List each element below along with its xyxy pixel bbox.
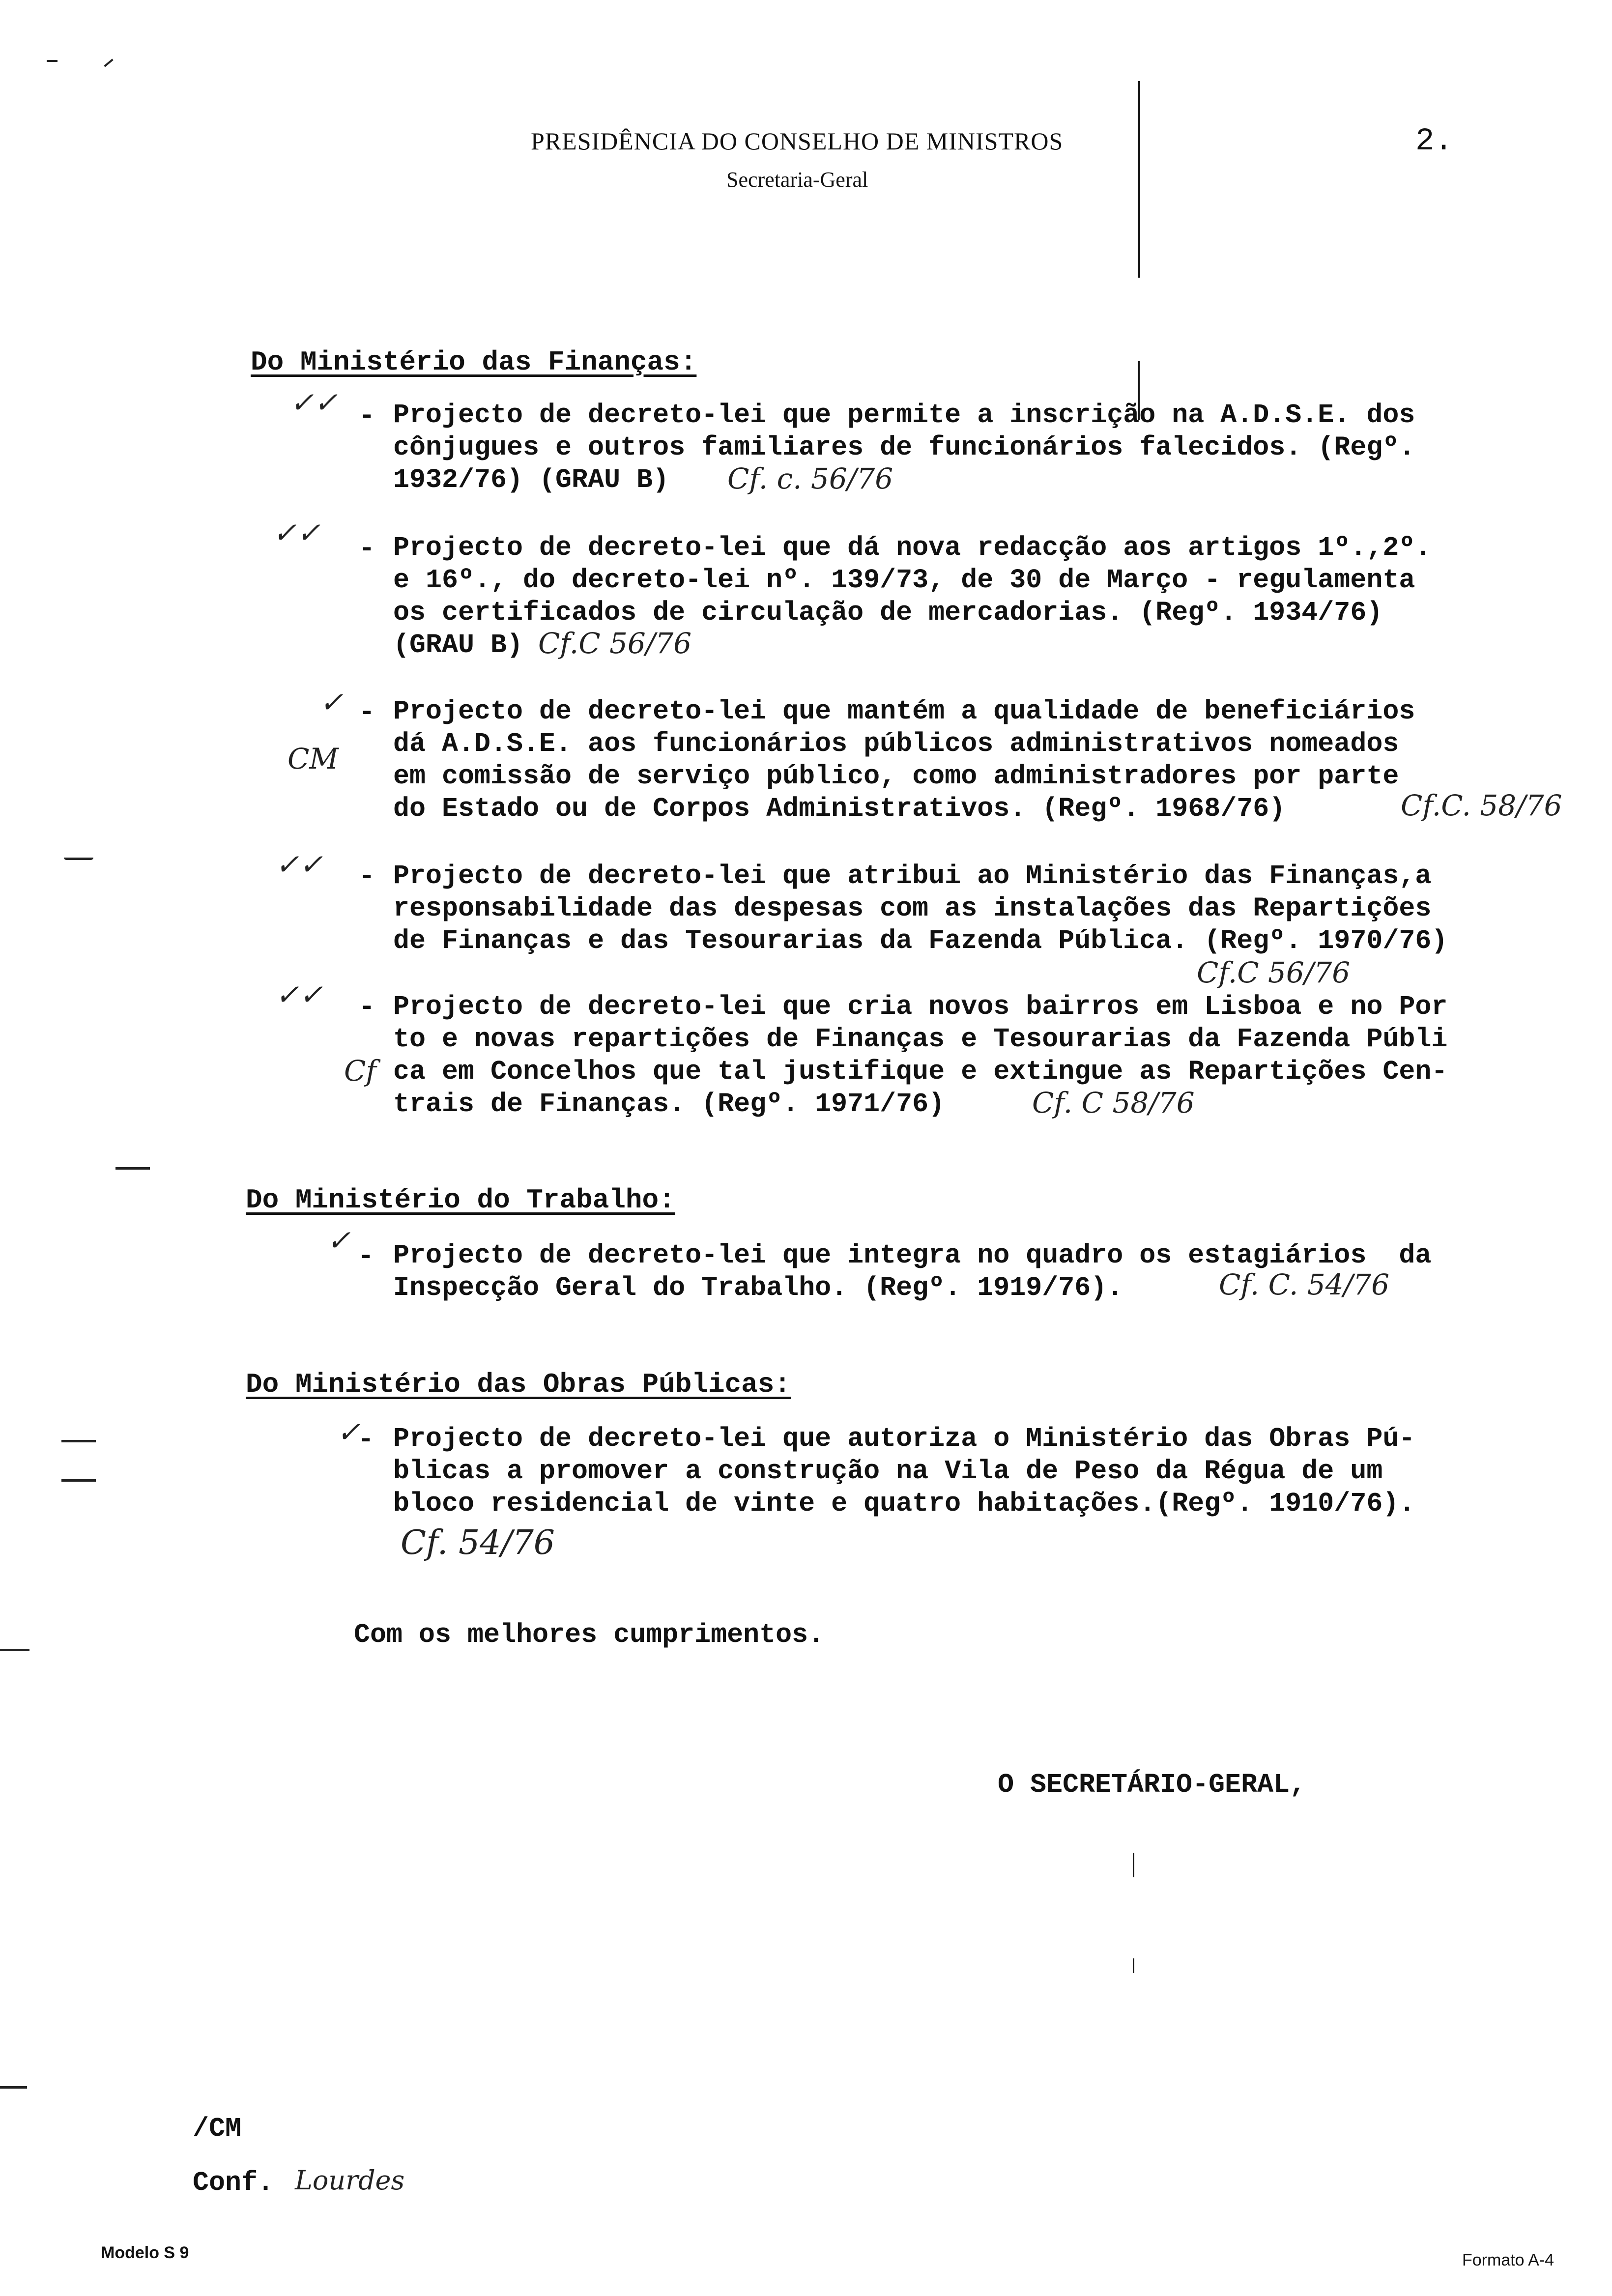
section-heading-obras-publicas: Do Ministério das Obras Públicas: — [246, 1369, 791, 1400]
page-number: 2. — [1415, 124, 1453, 159]
item-text: Projecto de decreto-lei que mantém a qualidade de beneficiários dá A.D.S.E. aos funcionários públicos administrativos nomeados em comissão de serviço público, como administradores por parte do Estado ou de Corpos Administrativos. (Regº. 1968/76) — [393, 696, 1415, 824]
item-dash: - — [359, 992, 375, 1023]
item-dash: - — [358, 1424, 374, 1455]
margin-mark — [104, 58, 113, 67]
check-mark: ✓ — [337, 1415, 361, 1449]
handwritten-annotation: Cf.C. 58/76 — [1401, 789, 1562, 822]
margin-mark — [61, 1440, 96, 1442]
section-heading-financas: Do Ministério das Finanças: — [251, 346, 697, 378]
closing-text: Com os melhores cumprimentos. — [354, 1619, 825, 1650]
check-mark: ✓✓ — [275, 978, 323, 1011]
item-text: Projecto de decreto-lei que cria novos bairros em Lisboa e no Por to e novas repartições de Finanças e Tesourarias da Fazenda Públi ca em Concelhos que tal justifique e extingue as Repartições Cen- trais de Finanças. (Regº. 1971/76) — [393, 991, 1448, 1119]
typist-initials: /CM — [193, 2113, 242, 2144]
margin-mark — [0, 1649, 29, 1651]
item-dash: - — [358, 1241, 374, 1272]
letterhead-title: PRESIDÊNCIA DO CONSELHO DE MINISTROS — [531, 127, 1064, 155]
conf-label: Conf. — [193, 2167, 274, 2198]
letterhead-subtitle: Secretaria-Geral — [726, 168, 868, 192]
check-mark: ✓✓ — [273, 516, 321, 549]
check-mark: ✓✓ — [290, 386, 338, 419]
item-dash: - — [359, 861, 375, 892]
item-text: Projecto de decreto-lei que dá nova redacção aos artigos 1º.,2º. e 16º., do decreto-lei nº. 139/73, de 30 de Março - regulamenta os certificados de circulação de mercadorias. (Regº. 1934/76) (GRAU B) — [393, 532, 1432, 660]
handwritten-annotation: Cf. c. 56/76 — [727, 462, 893, 495]
handwritten-annotation: Cf.C 56/76 — [1197, 956, 1351, 989]
handwritten-annotation: Cf. C 58/76 — [1032, 1086, 1195, 1119]
item-dash: - — [359, 401, 375, 431]
margin-note: CM — [288, 742, 339, 775]
item-dash: - — [359, 533, 375, 564]
item-text: Projecto de decreto-lei que integra no quadro os estagiários da Inspecção Geral do Trabalho. (Regº. 1919/76). — [393, 1240, 1432, 1303]
item-text: Projecto de decreto-lei que permite a inscrição na A.D.S.E. dos cônjugues e outros familiares de funcionários falecidos. (Regº. 1932/76) (GRAU B) — [393, 400, 1415, 495]
item-text: Projecto de decreto-lei que atribui ao Ministério das Finanças,a responsabilidade das despesas com as instalações das Repartições de Finanças e das Tesourarias da Fazenda Pública. (Regº. 1970/76) — [393, 861, 1448, 956]
item-dash: - — [359, 697, 375, 728]
section-heading-trabalho: Do Ministério do Trabalho: — [246, 1184, 675, 1216]
pen-stroke — [1138, 81, 1140, 278]
margin-mark — [115, 1167, 150, 1170]
margin-mark — [64, 858, 93, 860]
check-mark: ✓✓ — [275, 848, 323, 881]
pen-stroke — [1133, 1958, 1134, 1973]
check-mark: ✓ — [327, 1224, 351, 1257]
item-text: Projecto de decreto-lei que autoriza o Ministério das Obras Pú- blicas a promover a construção na Vila de Peso da Régua de um bloco residencial de vinte e quatro habitações.(Regº. 1910/76). — [393, 1423, 1415, 1519]
margin-note: Cf — [344, 1054, 376, 1088]
conf-signature: Lourdes — [295, 2165, 405, 2196]
handwritten-annotation: Cf.C 56/76 — [538, 627, 692, 660]
pen-stroke — [1133, 1853, 1134, 1877]
handwritten-annotation: Cf. C. 54/76 — [1219, 1268, 1389, 1301]
margin-mark — [61, 1479, 96, 1482]
margin-mark — [47, 60, 58, 62]
margin-mark — [0, 2086, 27, 2089]
check-mark: ✓ — [319, 686, 344, 719]
paper-format: Formato A-4 — [1462, 2251, 1554, 2269]
form-model: Modelo S 9 — [101, 2243, 189, 2262]
signature-title: O SECRETÁRIO-GERAL, — [998, 1769, 1306, 1800]
handwritten-annotation: Cf. 54/76 — [401, 1523, 555, 1562]
